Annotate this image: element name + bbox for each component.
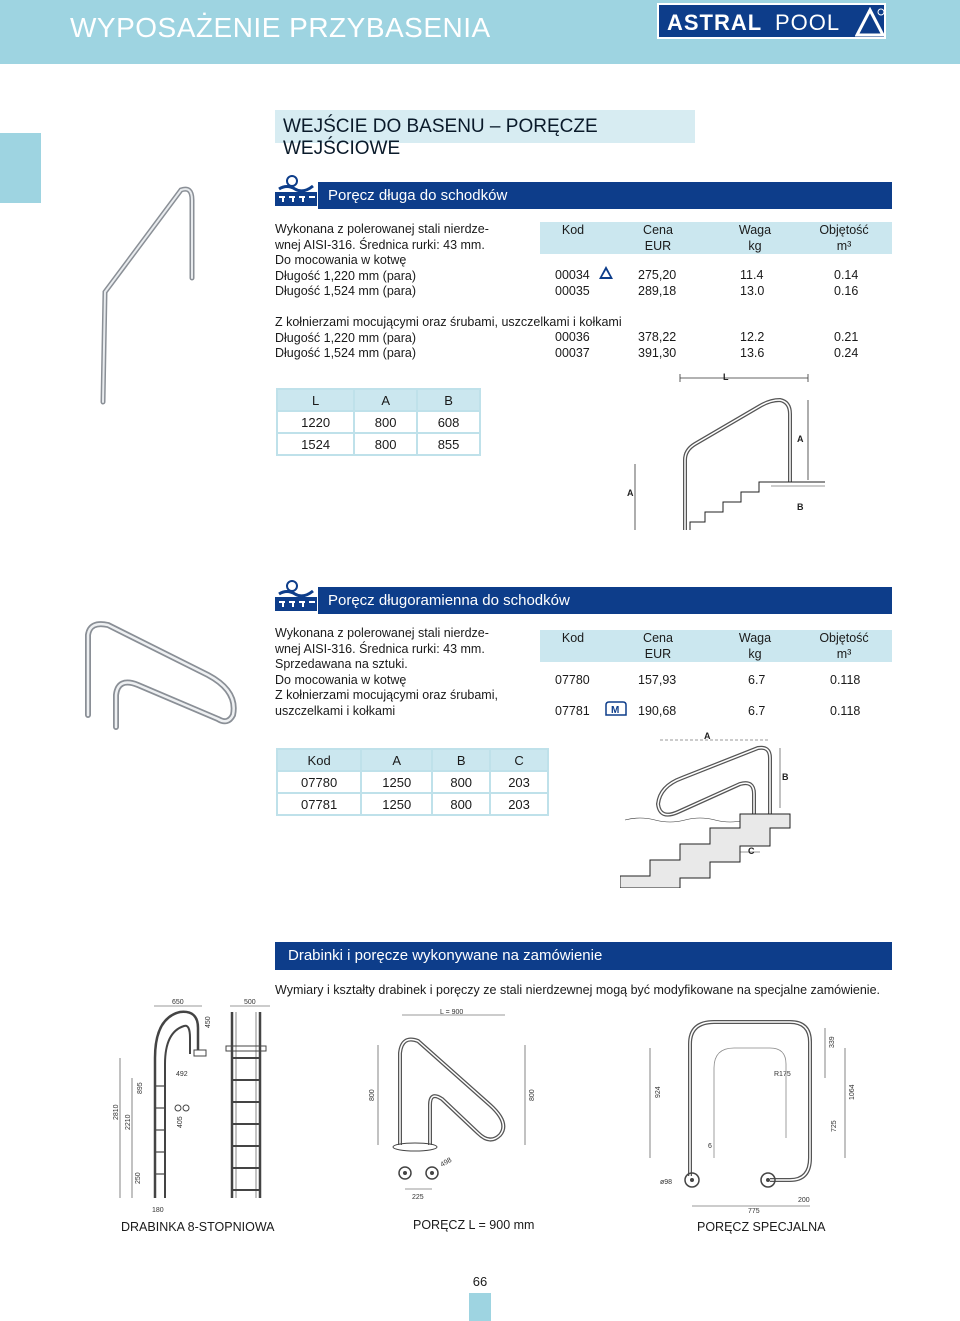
rail-dim-225: 225 <box>412 1194 424 1201</box>
product1-row3-kod: 00036 <box>555 330 590 344</box>
product2-row2-obj: 0.118 <box>830 704 861 718</box>
special-rail-drawing <box>640 1008 870 1218</box>
special-dim-339: 339 <box>829 1036 836 1048</box>
section-title: WEJŚCIE DO BASENU – PORĘCZE WEJŚCIOWE <box>275 110 695 143</box>
product1-row1-cena: 275,20 <box>638 268 677 282</box>
page-tab-marker <box>469 1293 491 1321</box>
special-dim-725: 725 <box>831 1120 838 1132</box>
col-cena-label: Cena <box>643 223 673 237</box>
custom-description: Wymiary i kształty drabinek i poręczy ze stali nierdzewnej mogą być modyfikowane na specjalne zamówienie. <box>275 983 881 997</box>
side-color-tab <box>0 133 41 203</box>
col-cena-header <box>628 223 688 254</box>
ladder-dim-895: 895 <box>137 1082 144 1094</box>
col-obj-header <box>810 223 878 254</box>
product1-row1-waga: 11.4 <box>740 268 764 282</box>
logo-text-bold: ASTRAL <box>667 10 763 35</box>
ladder-dim-250: 250 <box>135 1172 142 1184</box>
table-row <box>277 793 548 815</box>
page-header-title: WYPOSAŻENIE PRZYBASENIA <box>70 12 491 43</box>
product1-dimension-table <box>276 388 481 456</box>
product2-row1-kod: 07780 <box>555 673 590 687</box>
col-obj-unit: m³ <box>836 238 852 253</box>
col-kod-header: Kod <box>561 631 585 645</box>
dim-cell: 1524 <box>277 433 354 455</box>
custom-title: Drabinki i poręcze wykonywane na zamówienie <box>288 947 603 964</box>
product2-title: Poręcz długoramienna do schodków <box>328 592 570 609</box>
product1-group2-label: Z kołnierzami mocującymi oraz śrubami, uszczelkami i kołkami <box>275 315 622 329</box>
dim-header-cell: B <box>432 749 490 771</box>
product1-row1-obj: 0.14 <box>834 268 859 282</box>
product1-description <box>275 222 489 300</box>
col-cena-unit: EUR <box>644 646 672 661</box>
product1-row3-waga: 12.2 <box>740 330 765 344</box>
product2-desc-line1: Wykonana z polerowanej stali nierdze- <box>275 626 489 640</box>
flange-mount-icon <box>604 701 628 717</box>
dim-cell: 1250 <box>361 793 432 815</box>
caption-ladder: DRABINKA 8-STOPNIOWA <box>121 1220 275 1234</box>
product2-group2-line2: uszczelkami i kołkami <box>275 703 396 718</box>
logo-text-light: POOL <box>775 10 841 35</box>
col-waga-header <box>725 223 785 254</box>
col-waga-unit: kg <box>748 646 762 661</box>
special-dim-98: ø98 <box>660 1179 673 1186</box>
product2-desc-line3: Sprzedawana na sztuki. <box>275 657 408 671</box>
rail-dim-800-right: 800 <box>529 1089 536 1101</box>
col-cena-unit: EUR <box>644 238 672 253</box>
dim-cell: 1220 <box>277 411 354 433</box>
custom-title-bar <box>275 942 892 970</box>
table-row <box>277 411 480 433</box>
dim-cell: 07780 <box>277 771 361 793</box>
col-waga-unit: kg <box>748 238 762 253</box>
col-obj-label: Objętość <box>819 631 869 645</box>
product2-description <box>275 626 498 719</box>
dim-cell: 855 <box>417 433 480 455</box>
col-waga-label: Waga <box>738 223 772 237</box>
special-dim-6: 6 <box>708 1143 712 1150</box>
drawing-label-b: B <box>797 502 804 512</box>
product1-title: Poręcz długa do schodków <box>328 187 508 204</box>
product1-row4-cena: 391,30 <box>638 346 677 360</box>
product2-row2-waga: 6.7 <box>748 704 766 718</box>
product1-row2-cena: 289,18 <box>638 284 677 298</box>
product1-technical-drawing <box>625 370 825 535</box>
product1-group1-label: Do mocowania w kotwę <box>275 253 407 267</box>
caption-rail-900: PORĘCZ L = 900 mm <box>413 1218 535 1232</box>
drawing-label-l: L <box>723 372 729 382</box>
product1-row2-obj: 0.16 <box>834 284 859 298</box>
caption-special-rail: PORĘCZ SPECJALNA <box>697 1220 826 1234</box>
product2-group1-label: Do mocowania w kotwę <box>275 672 407 687</box>
rail-dim-l900: L = 900 <box>440 1009 464 1016</box>
ladder-dim-650: 650 <box>172 999 184 1006</box>
product2-row2-kod: 07781 <box>555 704 590 718</box>
col-waga-label: Waga <box>738 631 772 645</box>
pool-entry-icon <box>275 172 317 206</box>
dim-header-row <box>277 749 548 771</box>
ladder-dim-500: 500 <box>244 999 256 1006</box>
col-obj-unit: m³ <box>836 646 852 661</box>
product1-row2-kod: 00035 <box>555 284 590 298</box>
dim-cell: 800 <box>354 411 417 433</box>
dim-cell: 07781 <box>277 793 361 815</box>
product1-desc-line2: wnej AISI-316. Średnica rurki: 43 mm. <box>275 237 485 252</box>
product2-row1-waga: 6.7 <box>748 673 766 687</box>
col-waga-header <box>725 631 785 662</box>
product1-row3-cena: 378,22 <box>638 330 677 344</box>
long-handrail-photo <box>95 180 205 410</box>
dim-cell: 608 <box>417 411 480 433</box>
svg-text:M: M <box>611 705 620 716</box>
dim-header-cell: C <box>490 749 548 771</box>
ladder-dim-180: 180 <box>152 1207 164 1214</box>
special-dim-200: 200 <box>798 1197 810 1204</box>
dim-header-cell: Kod <box>277 749 361 771</box>
anchor-mount-icon <box>598 265 614 281</box>
ladder-8-step-drawing <box>110 998 285 1216</box>
ladder-dim-2210: 2210 <box>125 1114 132 1130</box>
special-dim-1064: 1064 <box>849 1084 856 1100</box>
rail-dim-498: 498 <box>439 1156 454 1169</box>
dim-cell: 800 <box>354 433 417 455</box>
rail-dim-800-left: 800 <box>369 1089 376 1101</box>
ladder-dim-492: 492 <box>176 1071 188 1078</box>
product1-row4-obj: 0.24 <box>834 346 859 360</box>
dim-cell: 800 <box>432 793 490 815</box>
dim-header-cell: L <box>277 389 354 411</box>
product2-group2-line1: Z kołnierzami mocującymi oraz śrubami, <box>275 688 498 702</box>
product1-row4-kod: 00037 <box>555 346 590 360</box>
product2-row1-cena: 157,93 <box>638 673 677 687</box>
page-number: 66 <box>472 1274 488 1289</box>
dim-header-cell: A <box>361 749 432 771</box>
product2-dimension-table <box>276 748 549 816</box>
special-dim-775: 775 <box>748 1208 760 1215</box>
drawing-label-a-left: A <box>627 488 634 498</box>
dim-cell: 203 <box>490 771 548 793</box>
pool-entry-icon <box>275 577 317 611</box>
col-obj-header <box>810 631 878 662</box>
ladder-dim-405: 405 <box>177 1116 184 1128</box>
drawing-label-a: A <box>704 731 711 741</box>
product1-row4-waga: 13.6 <box>740 346 765 360</box>
table-row <box>277 771 548 793</box>
col-cena-header <box>628 631 688 662</box>
dim-cell: 203 <box>490 793 548 815</box>
dim-header-cell: A <box>354 389 417 411</box>
product1-row3-obj: 0.21 <box>834 330 859 344</box>
product2-row1-obj: 0.118 <box>830 673 861 687</box>
ladder-dim-450: 450 <box>205 1016 212 1028</box>
product1-title-bar <box>318 182 892 209</box>
special-dim-r175: R175 <box>774 1071 791 1078</box>
product2-desc-line2: wnej AISI-316. Średnica rurki: 43 mm. <box>275 641 485 656</box>
ladder-dim-2810: 2810 <box>113 1104 120 1120</box>
product1-row1-desc: Długość 1,220 mm (para) <box>275 268 417 283</box>
product1-row4-desc: Długość 1,524 mm (para) <box>275 346 417 360</box>
product1-desc-line1: Wykonana z polerowanej stali nierdze- <box>275 222 489 236</box>
drawing-label-c: C <box>748 846 755 856</box>
col-kod-header: Kod <box>561 223 585 237</box>
drawing-label-a-top: A <box>797 434 804 444</box>
col-cena-label: Cena <box>643 631 673 645</box>
drawing-label-b: B <box>782 772 789 782</box>
product1-row2-desc: Długość 1,524 mm (para) <box>275 284 417 298</box>
col-obj-label: Objętość <box>819 223 869 237</box>
product1-row2-waga: 13.0 <box>740 284 765 298</box>
product2-row2-cena: 190,68 <box>638 704 677 718</box>
product1-row3-desc: Długość 1,220 mm (para) <box>275 330 417 345</box>
logo-triangle-icon <box>855 7 885 37</box>
product2-title-bar <box>318 587 892 614</box>
table-row <box>277 433 480 455</box>
dim-cell: 1250 <box>361 771 432 793</box>
product2-technical-drawing <box>620 728 810 888</box>
dim-header-row <box>277 389 480 411</box>
special-dim-924: 924 <box>655 1086 662 1098</box>
long-arm-handrail-photo <box>78 615 248 735</box>
dim-header-cell: B <box>417 389 480 411</box>
dim-cell: 800 <box>432 771 490 793</box>
rail-900-drawing <box>360 1005 540 1205</box>
product1-row1-kod: 00034 <box>555 268 590 282</box>
astralpool-logo <box>657 3 886 39</box>
